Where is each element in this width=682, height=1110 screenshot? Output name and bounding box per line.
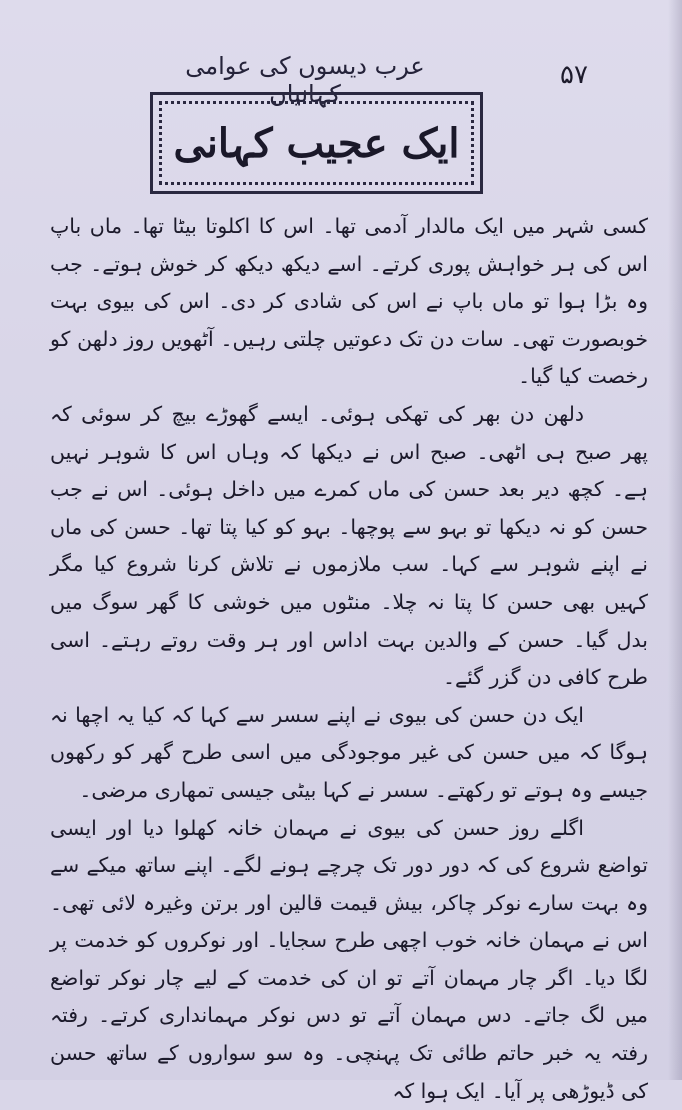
paragraph-1: کسی شہر میں ایک مالدار آدمی تھا۔ اس کا اکلوتا بیٹا تھا۔ ماں باپ اس کی ہر خواہش پوری کرتے۔ اسے دیکھ دیکھ کر خوش ہوتے۔ جب وہ بڑا ہوا تو ماں باپ نے اس کی شادی کر دی۔ اس کی بیوی بہت خوبصورت تھی۔ سات دن تک دعوتیں چلتی رہیں۔ آٹھویں روز دلھن کو رخصت کیا گیا۔ bbox=[50, 208, 648, 396]
running-header bbox=[0, 46, 682, 96]
story-body bbox=[50, 208, 648, 1110]
story-title: ایک عجیب کہانی bbox=[173, 120, 459, 167]
story-title-inner-border bbox=[159, 101, 474, 185]
page-number: ۵۷ bbox=[560, 60, 588, 90]
paragraph-4: اگلے روز حسن کی بیوی نے مہمان خانہ کھلوا دیا اور ایسی تواضع شروع کی کہ دور دور تک چرچے ہونے لگے۔ اپنے ساتھ میکے سے وہ بہت سارے نوکر چاکر، بیش قیمت قالین اور برتن وغیرہ لائی تھی۔ اس نے مہمان خانہ خوب اچھی طرح سجایا۔ اور نوکروں کو خدمت پر لگا دیا۔ اگر چار مہمان آتے تو ان کی خدمت کے لیے چار نوکر تواضع میں لگ جاتے۔ دس مہمان آتے تو دس نوکر مہمانداری کرتے۔ رفتہ رفتہ یہ خبر حاتم طائی تک پہنچی۔ وہ سو سواروں کے ساتھ حسن کی ڈیوڑھی پر آیا۔ ایک ہوا کہ bbox=[50, 810, 648, 1110]
book-title: عرب دیسوں کی عوامی کہانیاں bbox=[175, 52, 435, 108]
story-title-frame bbox=[150, 92, 483, 194]
paragraph-3: ایک دن حسن کی بیوی نے اپنے سسر سے کہا کہ کیا یہ اچھا نہ ہوگا کہ میں حسن کی غیر موجودگی میں اسی طرح گھر کو رکھوں جیسے وہ ہوتے تو رکھتے۔ سسر نے کہا بیٹی جیسی تمھاری مرضی۔ bbox=[50, 697, 648, 810]
paragraph-2: دلھن دن بھر کی تھکی ہوئی۔ ایسے گھوڑے بیچ کر سوئی کہ پھر صبح ہی اٹھی۔ صبح اس نے دیکھا کہ وہاں اس کا شوہر نہیں ہے۔ کچھ دیر بعد حسن کی ماں کمرے میں داخل ہوئی۔ اس نے جب حسن کو نہ دیکھا تو بہو سے پوچھا۔ بہو کو کیا پتا تھا۔ حسن کی ماں نے اپنے شوہر سے کہا۔ سب ملازموں نے تلاش کرنا شروع کیا مگر کہیں بھی حسن کا پتا نہ چلا۔ منٹوں میں خوشی کا گھر سوگ میں بدل گیا۔ حسن کے والدین بہت اداس اور ہر وقت روتے رہتے۔ اسی طرح کافی دن گزر گئے۔ bbox=[50, 396, 648, 697]
